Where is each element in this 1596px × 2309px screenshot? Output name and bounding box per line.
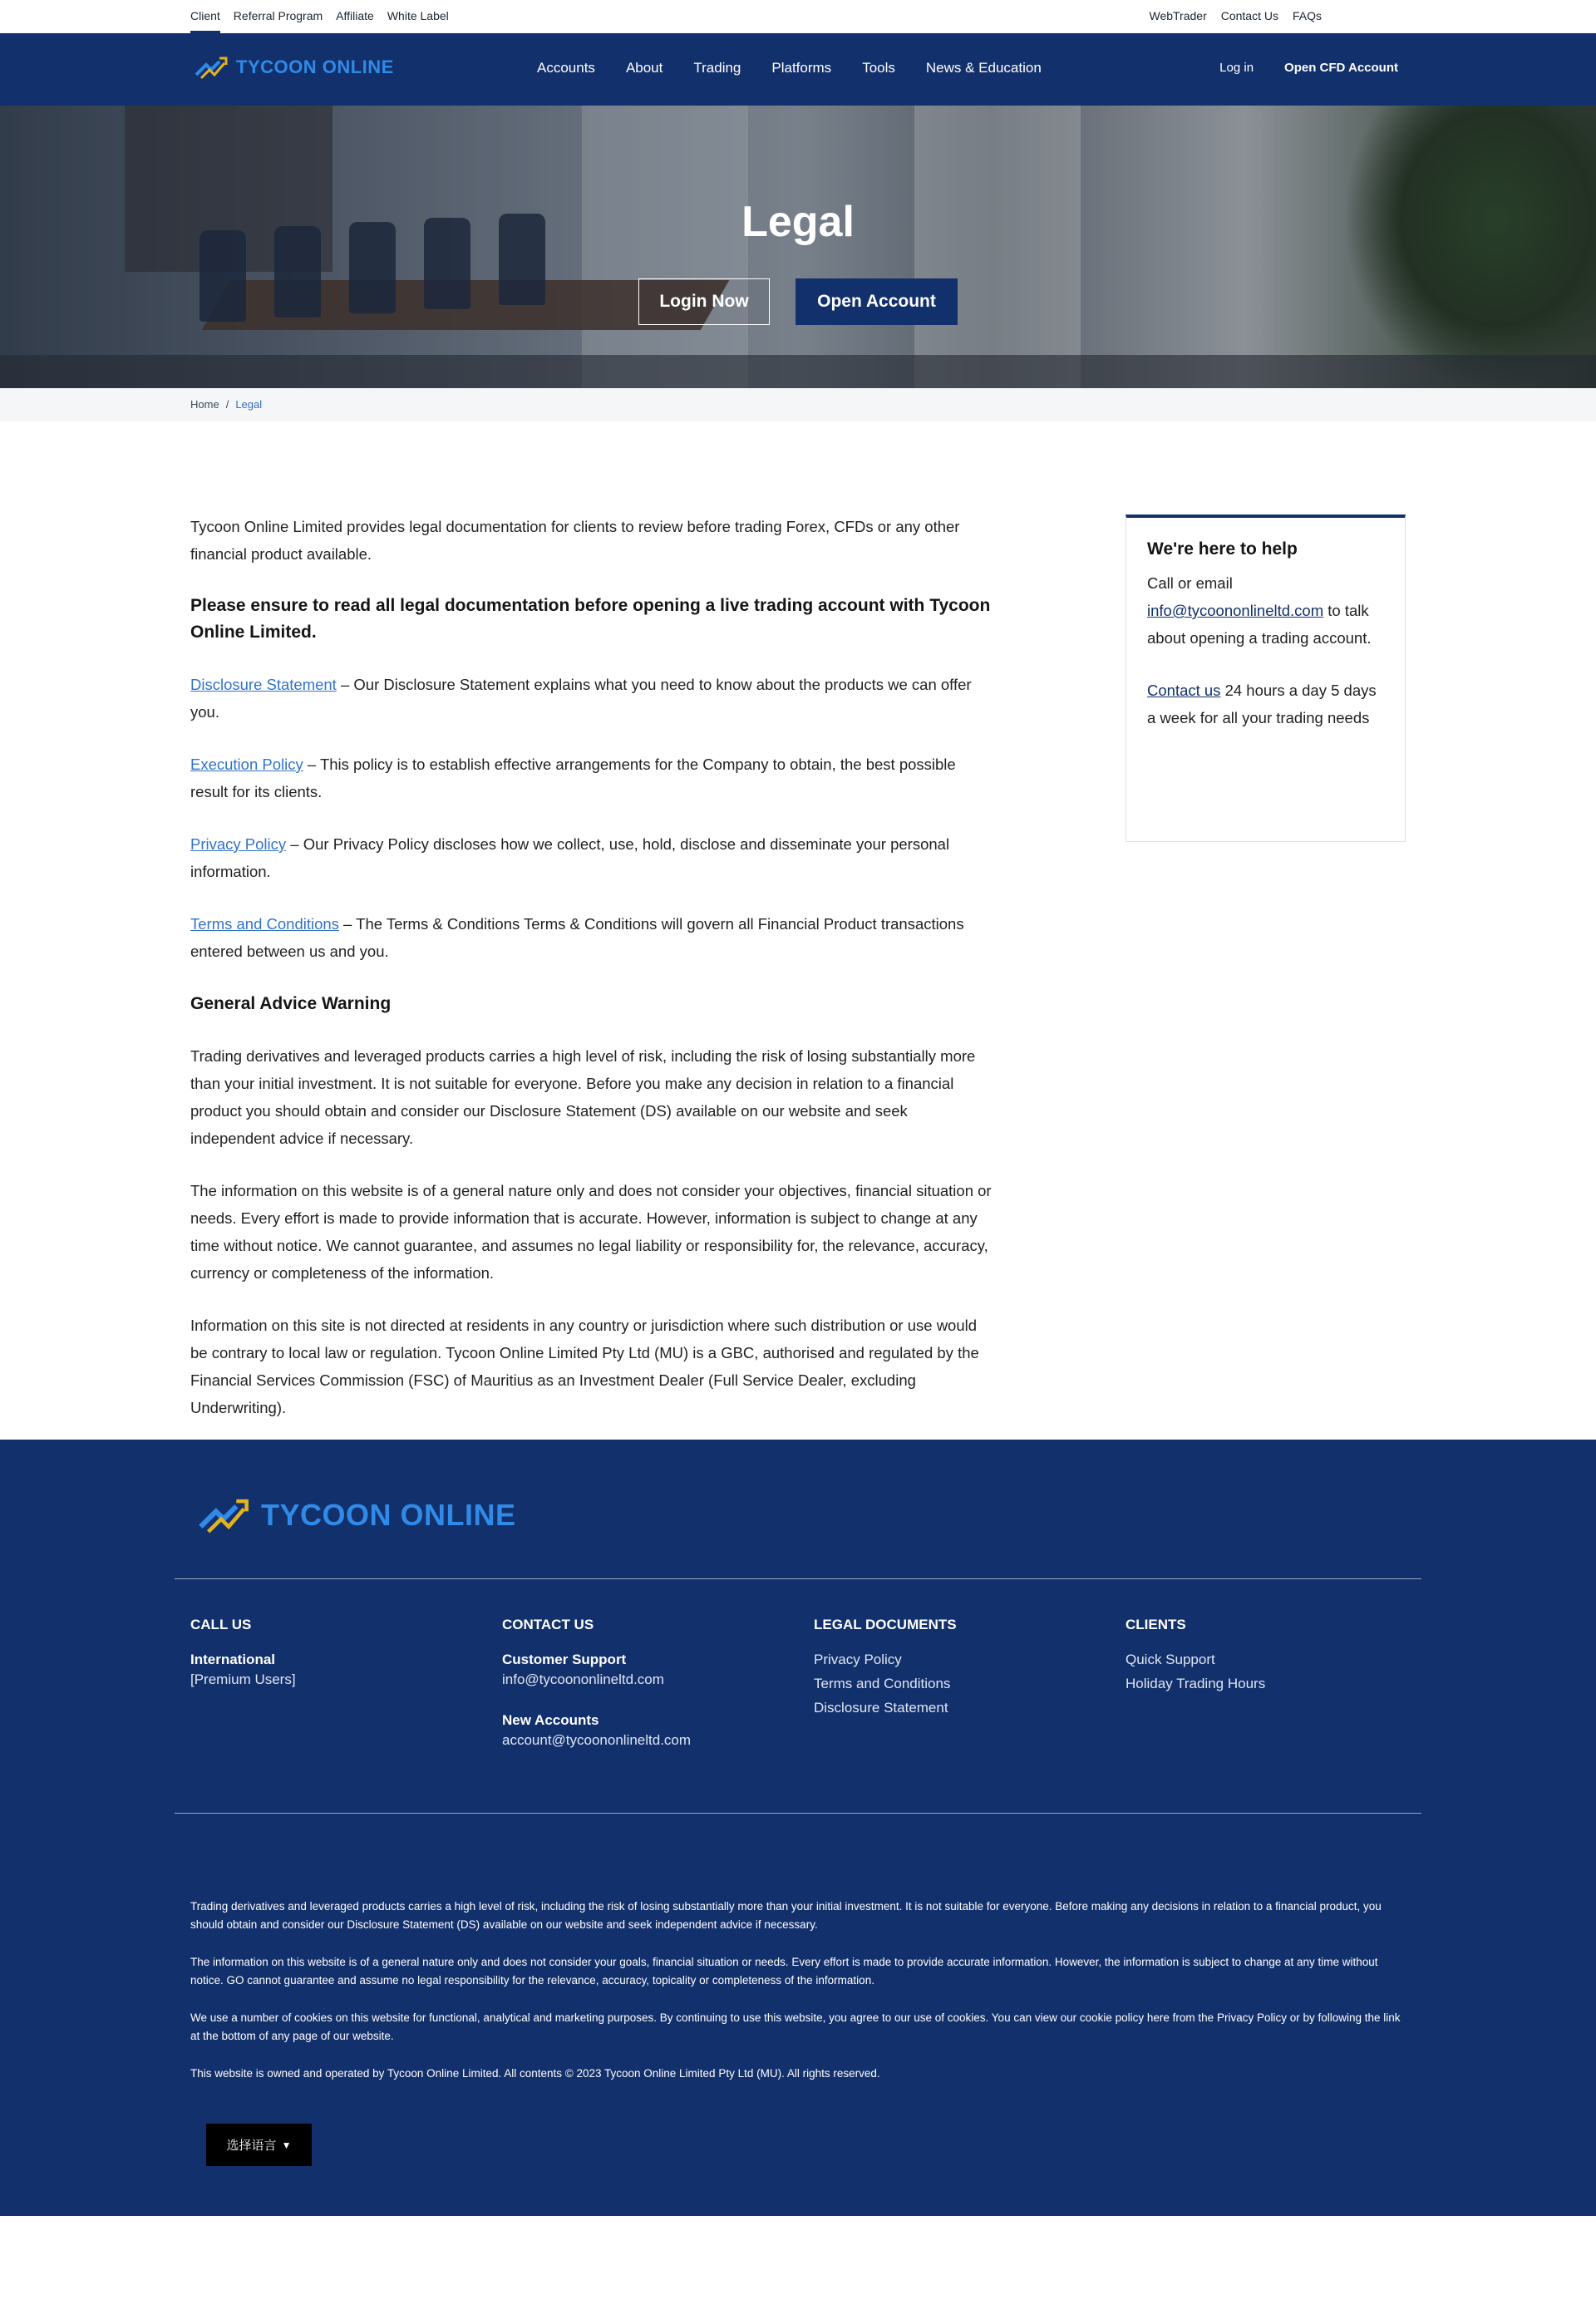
open-cfd-account-link[interactable]: Open CFD Account bbox=[1284, 61, 1398, 75]
hero-overlay bbox=[0, 106, 1596, 388]
doc-description: – Our Disclosure Statement explains what you need to know about the products we can offer you. bbox=[190, 676, 972, 721]
footer-accounts-email[interactable]: account@tycoononlineltd.com bbox=[502, 1732, 692, 1748]
main-navigation bbox=[0, 33, 1596, 106]
site-footer bbox=[0, 1440, 1596, 2216]
doc-item-terms bbox=[190, 910, 993, 965]
footer-col-legal bbox=[814, 1617, 1096, 1724]
util-link-faqs[interactable]: FAQs bbox=[1292, 9, 1322, 22]
footer-divider bbox=[175, 1813, 1421, 1814]
footer-col-contact-us bbox=[502, 1617, 785, 1773]
breadcrumb-separator: / bbox=[225, 398, 229, 411]
doc-item-disclosure bbox=[190, 671, 993, 726]
footer-link-privacy-policy[interactable]: Privacy Policy bbox=[814, 1652, 902, 1667]
util-link-affiliate[interactable]: Affiliate bbox=[336, 9, 374, 22]
login-now-button[interactable]: Login Now bbox=[638, 278, 770, 325]
warning-paragraph-1: Trading derivatives and leveraged products carries a high level of risk, including the risk of losing substantially more than your initial investment. It is not suitable for everyone. Before you make any decision in relation to a financial product you should obtain and consider our Disclosure Statement (DS) available on our website and seek independent advice if necessary. bbox=[190, 1047, 976, 1147]
nav-tools[interactable]: Tools bbox=[862, 60, 895, 76]
nav-trading[interactable]: Trading bbox=[693, 60, 741, 76]
doc-description: – Our Privacy Policy discloses how we collect, use, hold, disclose and disseminate your personal information. bbox=[190, 835, 950, 880]
util-link-client[interactable]: Client bbox=[190, 0, 220, 33]
footer-heading-contact-us: CONTACT US bbox=[502, 1617, 594, 1632]
footer-disclaimer: Trading derivatives and leveraged products carries a high level of risk, including the risk of losing substantially more than your initial investment. It is not suitable for everyone. Before making any decisions in relation to a financial product, you should obtain and consider our Disclosure Statement (DS) available on our website and seek independent advice if necessary. bbox=[190, 1900, 1382, 1931]
help-card-title: We're here to help bbox=[1147, 539, 1298, 559]
breadcrumb-home[interactable]: Home bbox=[190, 398, 219, 411]
footer-col-call-us bbox=[190, 1617, 473, 1712]
tycoon-logo-icon bbox=[198, 1496, 249, 1534]
help-card-email-link[interactable]: info@tycoononlineltd.com bbox=[1147, 602, 1324, 619]
footer-copyright: This website is owned and operated by Tycoon Online Limited. All contents © 2023 Tycoon Online Limited Pty Ltd (MU). All rights reserved. bbox=[190, 2067, 880, 2080]
nav-account-actions bbox=[1219, 61, 1398, 75]
notice-paragraph: Please ensure to read all legal documentation before opening a live trading account with Tycoon Online Limited. bbox=[190, 596, 991, 642]
primary-nav-links bbox=[537, 60, 1072, 76]
footer-logo[interactable] bbox=[198, 1496, 516, 1534]
footer-heading-clients: CLIENTS bbox=[1126, 1617, 1186, 1632]
footer-international-label: International bbox=[190, 1652, 276, 1667]
disclosure-statement-link[interactable]: Disclosure Statement bbox=[190, 676, 337, 693]
terms-conditions-link[interactable]: Terms and Conditions bbox=[190, 915, 339, 933]
footer-link-holiday-hours[interactable]: Holiday Trading Hours bbox=[1126, 1676, 1266, 1691]
hero-banner bbox=[0, 106, 1596, 388]
warning-paragraph-2: The information on this website is of a general nature only and does not consider your objectives, financial situation or needs. Every effort is made to provide information that is accurate. However, information is subject to change at any time without notice. We cannot guarantee, and assumes no legal liability or responsibility for, the relevance, accuracy, currency or completeness of the information. bbox=[190, 1182, 992, 1282]
doc-description: – This policy is to establish effective arrangements for the Company to obtain, the best possible result for its clients. bbox=[190, 756, 956, 800]
language-select-label: 选择语言 bbox=[226, 2139, 277, 2153]
util-link-webtrader[interactable]: WebTrader bbox=[1149, 9, 1207, 22]
execution-policy-link[interactable]: Execution Policy bbox=[190, 756, 303, 773]
page-title: Legal bbox=[741, 198, 855, 246]
breadcrumb-current: Legal bbox=[235, 398, 263, 411]
footer-disclaimer: We use a number of cookies on this website for functional, analytical and marketing purposes. By continuing to use this website, you agree to our use of cookies. You can view our cookie policy here from the Privacy Policy or by following the link at the bottom of any page of our website. bbox=[190, 2011, 1401, 2042]
util-link-contact-us[interactable]: Contact Us bbox=[1220, 9, 1278, 22]
warning-paragraph-3: Information on this site is not directed at residents in any country or jurisdiction where such distribution or use would be contrary to local law or regulation. Tycoon Online Limited Pty Ltd (MU) is a GBC, authorised and regulated by the Financial Services Commission (FSC) of Mauritius as an Investment Dealer (Full Service Dealer, excluding Underwriting). bbox=[190, 1317, 979, 1416]
footer-heading-call-us: CALL US bbox=[190, 1617, 252, 1632]
footer-disclaimers bbox=[190, 1898, 1406, 2102]
footer-link-disclosure[interactable]: Disclosure Statement bbox=[814, 1700, 948, 1716]
footer-heading-legal: LEGAL DOCUMENTS bbox=[814, 1617, 957, 1632]
utility-bar bbox=[0, 0, 1596, 33]
footer-support-label: Customer Support bbox=[502, 1652, 627, 1667]
footer-col-clients bbox=[1126, 1617, 1408, 1700]
language-select-button[interactable] bbox=[206, 2124, 312, 2166]
footer-brand-name: TYCOON ONLINE bbox=[261, 1498, 516, 1532]
doc-item-privacy bbox=[190, 830, 993, 885]
breadcrumb-bar bbox=[0, 388, 1596, 421]
nav-about[interactable]: About bbox=[625, 60, 663, 76]
doc-item-execution bbox=[190, 751, 993, 805]
footer-accounts-label: New Accounts bbox=[502, 1712, 599, 1728]
dropdown-arrow-icon: ▼ bbox=[281, 2139, 292, 2151]
doc-description: – The Terms & Conditions Terms & Conditions will govern all Financial Product transactions entered between us and you. bbox=[190, 915, 964, 960]
nav-platforms[interactable]: Platforms bbox=[771, 60, 832, 76]
brand-name: TYCOON ONLINE bbox=[236, 57, 394, 77]
footer-support-email[interactable]: info@tycoononlineltd.com bbox=[502, 1671, 664, 1687]
legal-content bbox=[190, 513, 993, 1446]
header-logo[interactable] bbox=[195, 55, 394, 80]
nav-news-education[interactable]: News & Education bbox=[925, 60, 1042, 76]
util-link-referral[interactable]: Referral Program bbox=[233, 9, 323, 22]
utility-left-links bbox=[190, 0, 462, 33]
login-link[interactable]: Log in bbox=[1219, 61, 1254, 75]
footer-link-terms[interactable]: Terms and Conditions bbox=[814, 1676, 951, 1691]
util-link-white-label[interactable]: White Label bbox=[387, 9, 449, 22]
footer-international-value: [Premium Users] bbox=[190, 1671, 296, 1687]
open-account-button[interactable]: Open Account bbox=[796, 278, 958, 325]
help-card-contact-suffix: 24 hours a day 5 days a week for all your trading needs bbox=[1147, 682, 1377, 726]
help-card-call-suffix: to talk about opening a trading account. bbox=[1147, 602, 1372, 647]
privacy-policy-link[interactable]: Privacy Policy bbox=[190, 835, 287, 853]
help-card bbox=[1126, 514, 1406, 842]
utility-right-links bbox=[1149, 9, 1322, 22]
nav-accounts[interactable]: Accounts bbox=[537, 60, 595, 76]
footer-disclaimer: The information on this website is of a general nature only and does not consider your goals, financial situation or needs. Every effort is made to provide accurate information. However, the information is subject to change at any time without notice. GO cannot guarantee and assume no legal responsibility for the relevance, accuracy, topicality or completeness of the information. bbox=[190, 1956, 1378, 1987]
help-card-contact-line bbox=[1147, 677, 1384, 731]
tycoon-logo-icon bbox=[195, 55, 228, 80]
breadcrumb bbox=[190, 398, 262, 411]
footer-link-quick-support[interactable]: Quick Support bbox=[1126, 1652, 1215, 1667]
warning-heading: General Advice Warning bbox=[190, 994, 392, 1013]
help-card-call-prefix: Call or email bbox=[1147, 574, 1233, 592]
footer-divider bbox=[175, 1578, 1421, 1579]
help-card-contact-link[interactable]: Contact us bbox=[1147, 682, 1221, 699]
help-card-call-line bbox=[1147, 569, 1384, 652]
intro-paragraph: Tycoon Online Limited provides legal documentation for clients to review before trading Forex, CFDs or any other financial product available. bbox=[190, 518, 960, 563]
